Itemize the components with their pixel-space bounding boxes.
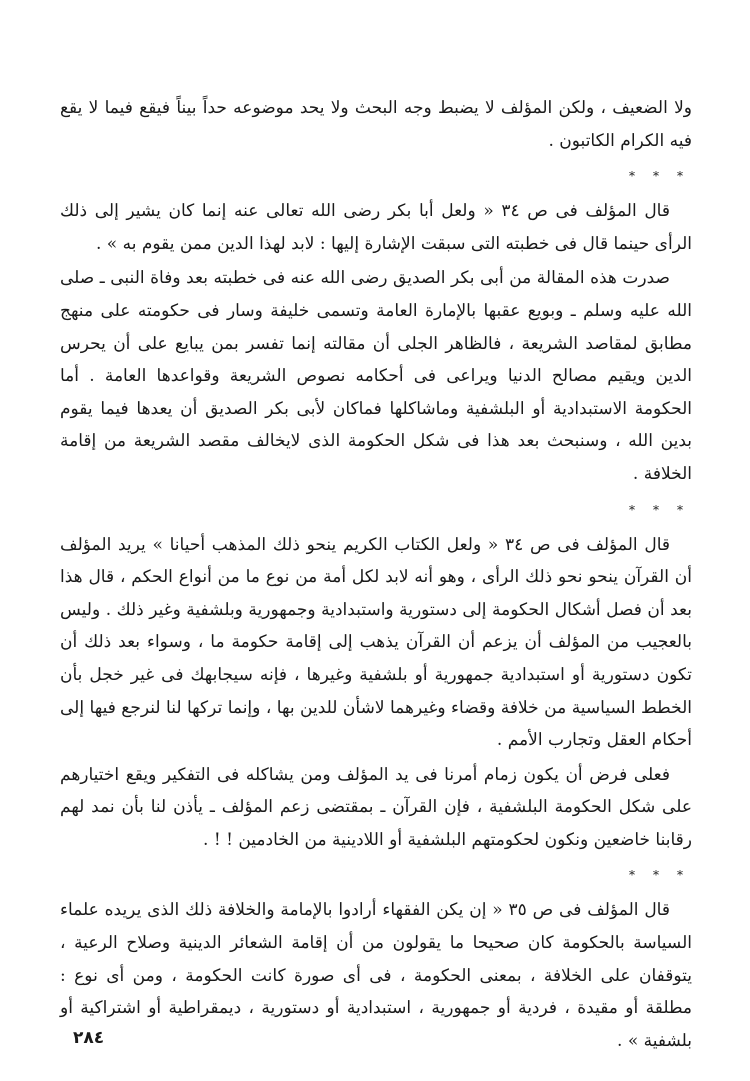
paragraph-3: صدرت هذه المقالة من أبى بكر الصديق رضى الله عنه فى خطبته بعد وفاة النبى ـ صلى الله عليه وسلم ـ وبويع عقبها بالإمارة العامة وتسمى خليفة وسار فى حكومته على منهج مطابق لمقاصد الشريعة ، فالظاهر الجلى أن مقالته إنما تفسر بمن يبايع على أن يحرس الدين ويقيم مصالح الدنيا ويراعى فى أحكامه نصوص الشريعة وقواعدها العامة . أما الحكومة الاستبدادية أو البلشفية وماشاكلها فماكان لأبى بكر الصديق أن يعدها فيما يقوم بدين الله ، وسنبحث بعد هذا فى شكل الحكومة الذى لايخالف مقصد الشريعة من إقامة الخلافة .: [60, 268, 692, 484]
separator-stars: [60, 860, 692, 890]
separator-star: *: [629, 169, 635, 184]
separator-stars: [60, 161, 692, 191]
separator-star: *: [629, 868, 635, 883]
separator-star: *: [653, 502, 659, 517]
paragraph-2: قال المؤلف فى ص ٣٤ « ولعل أبا بكر رضى الله تعالى عنه إنما كان يشير إلى ذلك الرأى حينما قال فى خطبته التى سبقت الإشارة إليها : لابد لهذا الدين ممن يقوم به » .: [60, 201, 692, 254]
paragraph-6: قال المؤلف فى ص ٣٥ « إن يكن الفقهاء أرادوا بالإمامة والخلافة ذلك الذى يريده علماء السياسة بالحكومة كان صحيحا ما يقولون من أن إقامة الشعائر الدينية وصلاح الرعية ، يتوقفان على الخلافة ، بمعنى الحكومة ، فى أى صورة كانت الحكومة ، ومن أى نوع : مطلقة أو مقيدة ، فردية أو جمهورية ، استبدادية أو دستورية ، ديمقراطية أو اشتراكية أو بلشفية » .: [60, 900, 692, 1051]
separator-star: *: [677, 502, 683, 517]
paragraph-5: فعلى فرض أن يكون زمام أمرنا فى يد المؤلف ومن يشاكله فى التفكير ويقع اختيارهم على شكل الحكومة البلشفية ، فإن القرآن ـ بمقتضى زعم المؤلف ـ يأذن لنا بأن نمد لهم رقابنا خاضعين ونكون لحكومتهم البلشفية أو اللادينية من الخادمين ! ! .: [60, 764, 692, 850]
separator-star: *: [677, 868, 683, 883]
separator-star: *: [653, 868, 659, 883]
separator-star: *: [677, 169, 683, 184]
paragraph-1: ولا الضعيف ، ولكن المؤلف لا يضبط وجه البحث ولا يحد موضوعه حداً بيناً فيقع فيما لا يقع فيه الكرام الكاتبون .: [60, 98, 692, 151]
page-body: [60, 92, 692, 1057]
separator-star: *: [629, 502, 635, 517]
paragraph-4: قال المؤلف فى ص ٣٤ « ولعل الكتاب الكريم ينحو ذلك المذهب أحيانا » يريد المؤلف أن القرآن ينحو نحو ذلك الرأى ، وهو أنه لابد لكل أمة من نوع ما من أنواع الحكم ، قال هذا بعد أن فصل أشكال الحكومة إلى دستورية واستبدادية وجمهورية وبلشفية وغير ذلك . وليس بالعجيب من المؤلف أن يزعم أن القرآن يذهب إلى إقامة حكومة ما ، وسواء بعد ذلك أن تكون دستورية أو استبدادية جمهورية أو بلشفية وغيرها ، فإنه سيجابهك فى غير خجل بأن الخطط السياسية من خلافة وقضاء وغيرهما لاشأن للدين بها ، وإنما تركها لنا لنرجع فيها إلى أحكام العقل وتجارب الأمم .: [60, 534, 692, 751]
separator-star: *: [653, 169, 659, 184]
page-number: ٢٨٤: [73, 1028, 105, 1048]
separator-stars: [60, 495, 692, 525]
